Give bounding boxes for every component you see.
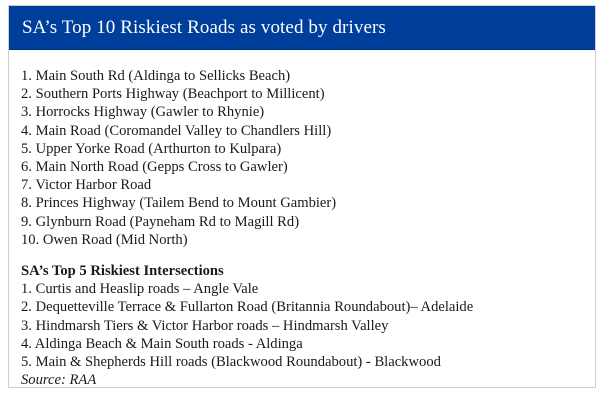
card-header	[9, 6, 595, 50]
source-note: Source: RAA	[21, 372, 97, 389]
list-item: 1. Main South Rd (Aldinga to Sellicks Beach)	[21, 68, 291, 84]
intersections-heading: SA’s Top 5 Riskiest Intersections	[21, 263, 224, 280]
list-item: 9. Glynburn Road (Payneham Rd to Magill Rd)	[21, 213, 300, 230]
list-item: 10. Owen Road (Mid North)	[21, 231, 188, 248]
list-item: 7. Victor Harbor Road	[21, 177, 152, 194]
list-item: 4. Main Road (Coromandel Valley to Chandlers Hill)	[21, 122, 332, 139]
riskiest-roads-card	[8, 5, 596, 388]
riskiest-intersections-list	[21, 280, 595, 371]
list-item: 3. Hindmarsh Tiers & Victor Harbor roads – Hindmarsh Valley	[21, 317, 389, 334]
list-item: 5. Upper Yorke Road (Arthurton to Kulpara)	[21, 140, 282, 157]
list-item: 5. Main & Shepherds Hill roads (Blackwood Roundabout) - Blackwood	[21, 354, 441, 371]
list-item: 2. Southern Ports Highway (Beachport to Millicent)	[21, 86, 325, 103]
riskiest-roads-list	[21, 67, 595, 249]
list-item: 6. Main North Road (Gepps Cross to Gawler)	[21, 159, 288, 176]
list-item: 2. Dequetteville Terrace & Fullarton Road (Britannia Roundabout)– Adelaide	[21, 299, 474, 316]
list-item: 4. Aldinga Beach & Main South roads - Aldinga	[21, 335, 303, 352]
list-item: 1. Curtis and Heaslip roads – Angle Vale	[21, 281, 259, 298]
list-item: 8. Princes Highway (Tailem Bend to Mount Gambier)	[21, 195, 337, 212]
card-content	[9, 50, 595, 389]
card-title: SA’s Top 10 Riskiest Roads as voted by drivers	[22, 16, 386, 38]
list-item: 3. Horrocks Highway (Gawler to Rhynie)	[21, 104, 265, 121]
